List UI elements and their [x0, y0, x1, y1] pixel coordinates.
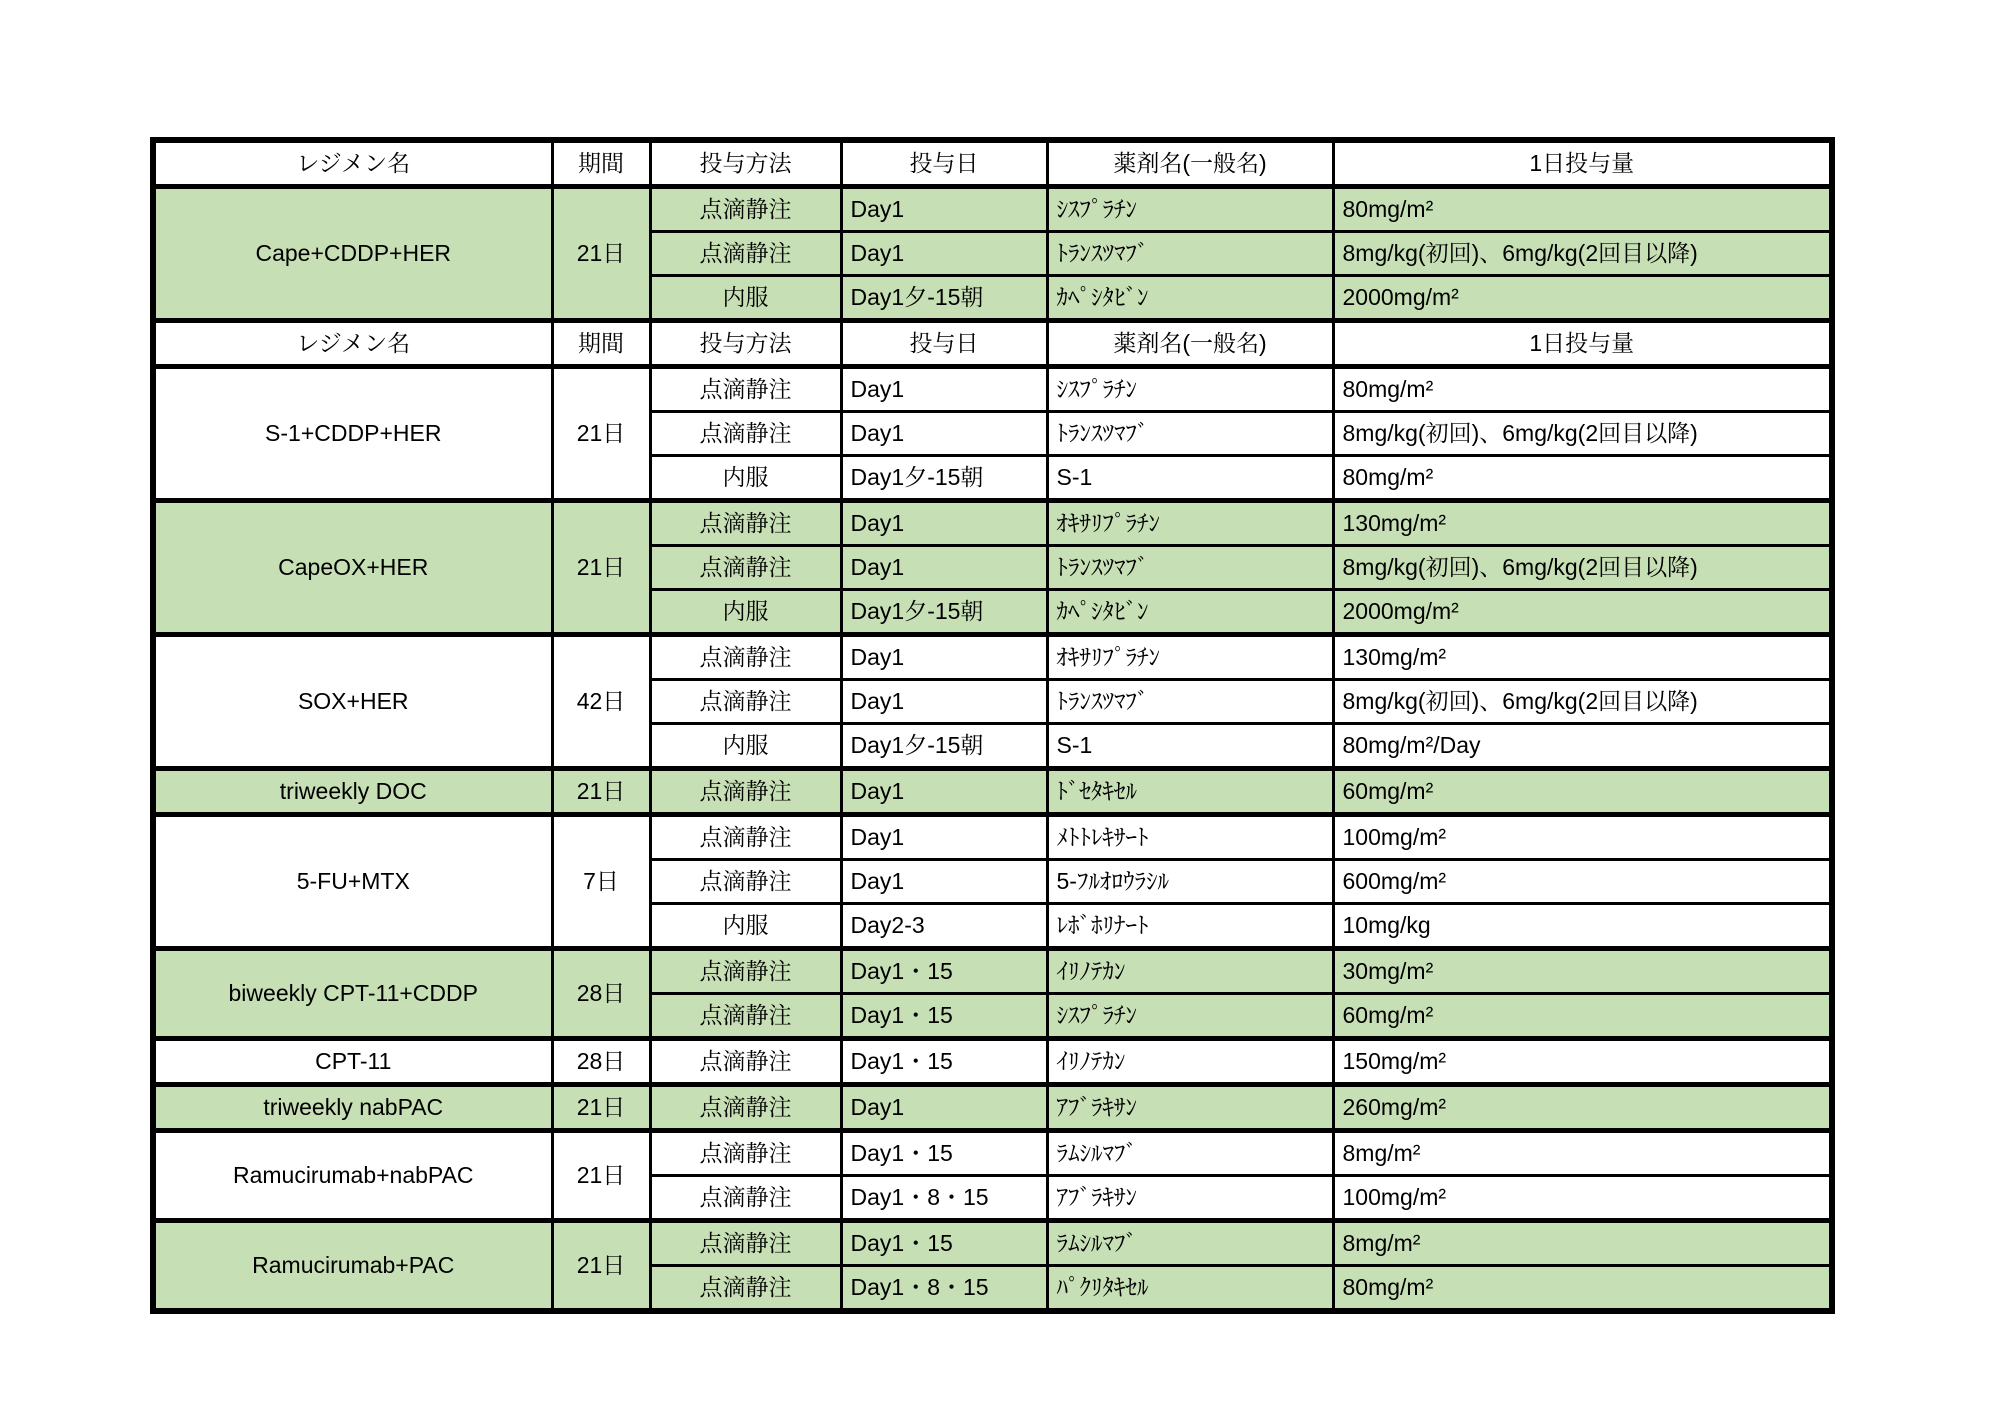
method-cell: 内服 — [650, 456, 841, 501]
method-cell: 点滴静注 — [650, 635, 841, 680]
day-cell: Day1 — [841, 367, 1047, 412]
drug-row — [153, 815, 1832, 860]
day-cell: Day1・15 — [841, 1221, 1047, 1266]
dose-cell: 60mg/m² — [1333, 994, 1832, 1039]
method-cell: 点滴静注 — [650, 187, 841, 232]
dose-cell: 8mg/kg(初回)、6mg/kg(2回目以降) — [1333, 680, 1832, 724]
header-cell-4: 薬剤名(一般名) — [1047, 321, 1333, 367]
dose-cell: 130mg/m² — [1333, 635, 1832, 680]
method-cell: 点滴静注 — [650, 367, 841, 412]
regimen-table-body — [153, 140, 1832, 1311]
drug-row — [153, 501, 1832, 546]
drug-row — [153, 187, 1832, 232]
drug-row — [153, 1131, 1832, 1176]
drug-cell: ﾚﾎﾞﾎﾘﾅｰﾄ — [1047, 904, 1333, 949]
drug-row — [153, 635, 1832, 680]
day-cell: Day1夕-15朝 — [841, 724, 1047, 769]
dose-cell: 2000mg/m² — [1333, 590, 1832, 635]
method-cell: 内服 — [650, 724, 841, 769]
method-cell: 点滴静注 — [650, 949, 841, 994]
drug-cell: ｼｽﾌﾟﾗﾁﾝ — [1047, 994, 1333, 1039]
period-cell: 21日 — [552, 367, 650, 501]
period-cell: 21日 — [552, 501, 650, 635]
method-cell: 内服 — [650, 590, 841, 635]
day-cell: Day1・15 — [841, 949, 1047, 994]
regimen-cell: triweekly nabPAC — [153, 1085, 552, 1131]
dose-cell: 10mg/kg — [1333, 904, 1832, 949]
regimen-cell: 5-FU+MTX — [153, 815, 552, 949]
drug-cell: ｲﾘﾉﾃｶﾝ — [1047, 1039, 1333, 1085]
dose-cell: 8mg/m² — [1333, 1221, 1832, 1266]
day-cell: Day1・15 — [841, 1039, 1047, 1085]
header-cell-0: レジメン名 — [153, 321, 552, 367]
drug-cell: ﾄﾗﾝｽﾂﾏﾌﾞ — [1047, 680, 1333, 724]
method-cell: 内服 — [650, 904, 841, 949]
period-cell: 7日 — [552, 815, 650, 949]
method-cell: 点滴静注 — [650, 1221, 841, 1266]
day-cell: Day1 — [841, 769, 1047, 815]
drug-cell: ﾄﾗﾝｽﾂﾏﾌﾞ — [1047, 412, 1333, 456]
period-cell: 21日 — [552, 769, 650, 815]
day-cell: Day1 — [841, 412, 1047, 456]
dose-cell: 130mg/m² — [1333, 501, 1832, 546]
dose-cell: 30mg/m² — [1333, 949, 1832, 994]
day-cell: Day1 — [841, 546, 1047, 590]
period-cell: 21日 — [552, 1085, 650, 1131]
method-cell: 点滴静注 — [650, 1266, 841, 1312]
method-cell: 点滴静注 — [650, 994, 841, 1039]
drug-cell: S-1 — [1047, 724, 1333, 769]
regimen-cell: S-1+CDDP+HER — [153, 367, 552, 501]
day-cell: Day1・15 — [841, 994, 1047, 1039]
day-cell: Day1・15 — [841, 1131, 1047, 1176]
drug-cell: 5-ﾌﾙｵﾛｳﾗｼﾙ — [1047, 860, 1333, 904]
drug-cell: ﾗﾑｼﾙﾏﾌﾞ — [1047, 1221, 1333, 1266]
header-cell-1: 期間 — [552, 321, 650, 367]
period-cell: 42日 — [552, 635, 650, 769]
drug-cell: ｲﾘﾉﾃｶﾝ — [1047, 949, 1333, 994]
header-cell-4: 薬剤名(一般名) — [1047, 140, 1333, 187]
dose-cell: 80mg/m² — [1333, 367, 1832, 412]
drug-cell: ｵｷｻﾘﾌﾟﾗﾁﾝ — [1047, 501, 1333, 546]
drug-cell: ﾄﾗﾝｽﾂﾏﾌﾞ — [1047, 546, 1333, 590]
dose-cell: 80mg/m² — [1333, 456, 1832, 501]
drug-row — [153, 1221, 1832, 1266]
header-cell-2: 投与方法 — [650, 321, 841, 367]
dose-cell: 8mg/kg(初回)、6mg/kg(2回目以降) — [1333, 232, 1832, 276]
dose-cell: 600mg/m² — [1333, 860, 1832, 904]
day-cell: Day2-3 — [841, 904, 1047, 949]
drug-row — [153, 769, 1832, 815]
drug-cell: ｶﾍﾟｼﾀﾋﾞﾝ — [1047, 276, 1333, 321]
day-cell: Day1 — [841, 187, 1047, 232]
period-cell: 21日 — [552, 1221, 650, 1312]
regimen-cell: Ramucirumab+nabPAC — [153, 1131, 552, 1221]
header-cell-3: 投与日 — [841, 140, 1047, 187]
method-cell: 点滴静注 — [650, 680, 841, 724]
dose-cell: 60mg/m² — [1333, 769, 1832, 815]
regimen-cell: biweekly CPT-11+CDDP — [153, 949, 552, 1039]
day-cell: Day1 — [841, 232, 1047, 276]
dose-cell: 2000mg/m² — [1333, 276, 1832, 321]
method-cell: 点滴静注 — [650, 1085, 841, 1131]
day-cell: Day1 — [841, 860, 1047, 904]
drug-cell: ｶﾍﾟｼﾀﾋﾞﾝ — [1047, 590, 1333, 635]
header-cell-5: 1日投与量 — [1333, 321, 1832, 367]
drug-row — [153, 949, 1832, 994]
method-cell: 点滴静注 — [650, 769, 841, 815]
regimen-cell: CapeOX+HER — [153, 501, 552, 635]
regimen-cell: CPT-11 — [153, 1039, 552, 1085]
day-cell: Day1夕-15朝 — [841, 456, 1047, 501]
drug-cell: S-1 — [1047, 456, 1333, 501]
method-cell: 点滴静注 — [650, 412, 841, 456]
dose-cell: 260mg/m² — [1333, 1085, 1832, 1131]
method-cell: 点滴静注 — [650, 501, 841, 546]
drug-cell: ｵｷｻﾘﾌﾟﾗﾁﾝ — [1047, 635, 1333, 680]
header-cell-1: 期間 — [552, 140, 650, 187]
method-cell: 点滴静注 — [650, 1176, 841, 1221]
day-cell: Day1・8・15 — [841, 1266, 1047, 1312]
method-cell: 点滴静注 — [650, 1039, 841, 1085]
header-cell-2: 投与方法 — [650, 140, 841, 187]
day-cell: Day1夕-15朝 — [841, 590, 1047, 635]
day-cell: Day1 — [841, 1085, 1047, 1131]
drug-row — [153, 1039, 1832, 1085]
dose-cell: 8mg/m² — [1333, 1131, 1832, 1176]
dose-cell: 100mg/m² — [1333, 815, 1832, 860]
day-cell: Day1・8・15 — [841, 1176, 1047, 1221]
drug-cell: ﾒﾄﾄﾚｷｻｰﾄ — [1047, 815, 1333, 860]
header-cell-5: 1日投与量 — [1333, 140, 1832, 187]
drug-cell: ｼｽﾌﾟﾗﾁﾝ — [1047, 367, 1333, 412]
day-cell: Day1 — [841, 680, 1047, 724]
drug-cell: ﾗﾑｼﾙﾏﾌﾞ — [1047, 1131, 1333, 1176]
dose-cell: 80mg/m²/Day — [1333, 724, 1832, 769]
drug-cell: ﾄﾞｾﾀｷｾﾙ — [1047, 769, 1333, 815]
dose-cell: 150mg/m² — [1333, 1039, 1832, 1085]
regimen-cell: Cape+CDDP+HER — [153, 187, 552, 321]
drug-cell: ﾄﾗﾝｽﾂﾏﾌﾞ — [1047, 232, 1333, 276]
header-cell-3: 投与日 — [841, 321, 1047, 367]
dose-cell: 80mg/m² — [1333, 1266, 1832, 1312]
day-cell: Day1 — [841, 501, 1047, 546]
regimen-cell: Ramucirumab+PAC — [153, 1221, 552, 1312]
day-cell: Day1 — [841, 635, 1047, 680]
drug-cell: ｱﾌﾞﾗｷｻﾝ — [1047, 1176, 1333, 1221]
method-cell: 点滴静注 — [650, 232, 841, 276]
drug-cell: ｱﾌﾞﾗｷｻﾝ — [1047, 1085, 1333, 1131]
day-cell: Day1夕-15朝 — [841, 276, 1047, 321]
drug-row — [153, 367, 1832, 412]
period-cell: 28日 — [552, 949, 650, 1039]
header-row — [153, 321, 1832, 367]
header-cell-0: レジメン名 — [153, 140, 552, 187]
method-cell: 点滴静注 — [650, 1131, 841, 1176]
method-cell: 内服 — [650, 276, 841, 321]
method-cell: 点滴静注 — [650, 815, 841, 860]
regimen-cell: triweekly DOC — [153, 769, 552, 815]
period-cell: 21日 — [552, 1131, 650, 1221]
dose-cell: 100mg/m² — [1333, 1176, 1832, 1221]
regimen-cell: SOX+HER — [153, 635, 552, 769]
method-cell: 点滴静注 — [650, 860, 841, 904]
regimen-table — [150, 137, 1835, 1314]
day-cell: Day1 — [841, 815, 1047, 860]
dose-cell: 80mg/m² — [1333, 187, 1832, 232]
dose-cell: 8mg/kg(初回)、6mg/kg(2回目以降) — [1333, 546, 1832, 590]
period-cell: 28日 — [552, 1039, 650, 1085]
header-row — [153, 140, 1832, 187]
method-cell: 点滴静注 — [650, 546, 841, 590]
drug-row — [153, 1085, 1832, 1131]
drug-cell: ﾊﾟｸﾘﾀｷｾﾙ — [1047, 1266, 1333, 1312]
drug-cell: ｼｽﾌﾟﾗﾁﾝ — [1047, 187, 1333, 232]
period-cell: 21日 — [552, 187, 650, 321]
dose-cell: 8mg/kg(初回)、6mg/kg(2回目以降) — [1333, 412, 1832, 456]
